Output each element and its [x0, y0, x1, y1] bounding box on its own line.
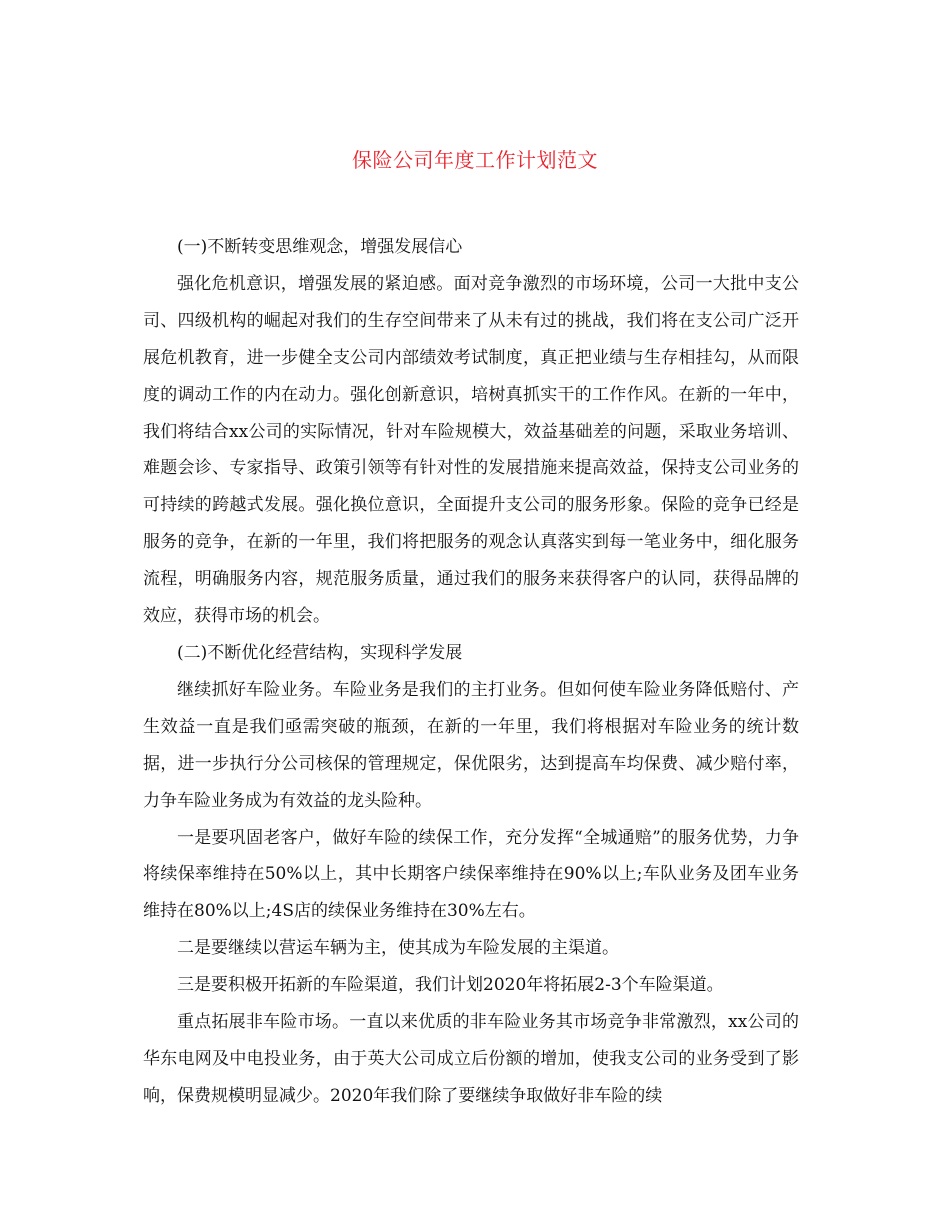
paragraph: 三是要积极开拓新的车险渠道，我们计划2020年将拓展2-3个车险渠道。 [177, 975, 724, 996]
document-body [143, 229, 799, 1115]
paragraph: 二是要继续以营运车辆为主，使其成为车险发展的主渠道。 [177, 938, 619, 959]
paragraph: 强化危机意识，增强发展的紧迫感。面对竞争激烈的市场环境，公司一大批中支公司、四级机构的崛起对我们的生存空间带来了从未有过的挑战，我们将在支公司广泛开展危机教育，进一步健全支公司内部绩效考试制度，真正把业绩与生存相挂勾，从而限度的调动工作的内在动力。强化创新意识，培树真抓实干的工作作风。在新的一年中，我们将结合xx公司的实际情况，针对车险规模大，效益基础差的问题，采取业务培训、难题会诊、专家指导、政策引领等有针对性的发展措施来提高效益，保持支公司业务的可持续的跨越式发展。强化换位意识，全面提升支公司的服务形象。保险的竞争已经是服务的竞争，在新的一年里，我们将把服务的观念认真落实到每一笔业务中，细化服务流程，明确服务内容，规范服务质量，通过我们的服务来获得客户的认同，获得品牌的效应，获得市场的机会。 [143, 273, 799, 627]
paragraph: 一是要巩固老客户，做好车险的续保工作，充分发挥“全城通赔”的服务优势，力争将续保率维持在50%以上，其中长期客户续保率维持在90%以上;车队业务及团车业务维持在80%以上;4S店的续保业务维持在30%左右。 [143, 827, 799, 922]
section-heading-1: (一)不断转变思维观念，增强发展信心 [177, 237, 463, 257]
paragraph: 继续抓好车险业务。车险业务是我们的主打业务。但如何使车险业务降低赔付、产生效益一直是我们亟需突破的瓶颈，在新的一年里，我们将根据对车险业务的统计数据，进一步执行分公司核保的管理规定，保优限劣，达到提高车均保费、减少赔付率，力争车险业务成为有效益的龙头险种。 [143, 679, 799, 811]
document-title: 保险公司年度工作计划范文 [352, 148, 598, 172]
paragraph: 重点拓展非车险市场。一直以来优质的非车险业务其市场竞争非常激烈，xx公司的华东电网及中电投业务，由于英大公司成立后份额的增加，使我支公司的业务受到了影响，保费规模明显减少。2020年我们除了要继续争取做好非车险的续 [143, 1012, 799, 1106]
section-heading-2: (二)不断优化经营结构，实现科学发展 [177, 642, 463, 663]
